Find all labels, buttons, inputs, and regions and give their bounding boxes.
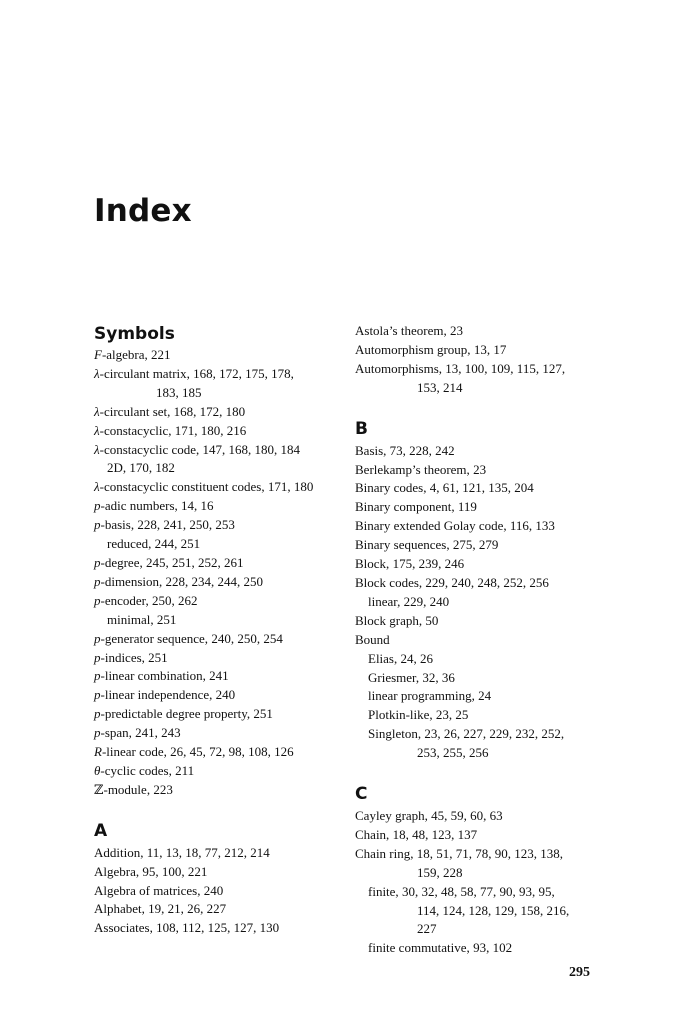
index-entry: Block graph, 50 [355,612,439,628]
index-entry: λ-circulant matrix, 168, 172, 175, 178, 183, 185 [94,365,294,400]
chapter-title: Index [94,193,192,229]
index-column-left [94,322,344,938]
section-heading-c: C [355,784,368,805]
index-entry: Astola’s theorem, 23 [355,323,463,338]
index-entry: θ-cyclic codes, 211 [94,762,195,778]
index-entry: Alphabet, 19, 21, 26, 227 [94,901,227,917]
index-column-right [355,322,605,958]
index-entry: Berlekamp’s theorem, 23 [355,461,487,477]
index-entry: p-dimension, 228, 234, 244, 250 [94,573,263,589]
index-entry: Automorphisms, 13, 100, 109, 115, 127, 153, 214 [355,360,566,395]
index-entry: λ-constacyclic code, 147, 168, 180, 184 [94,441,301,457]
index-entry: R-linear code, 26, 45, 72, 98, 108, 126 [94,744,294,760]
index-entry: p-degree, 245, 251, 252, 261 [94,554,244,570]
index-entry: F-algebra, 221 [94,347,171,362]
index-subentry: finite, 30, 32, 48, 58, 77, 90, 93, 95, 114, 124, 128, 129, 158, 216, 227 [368,883,570,937]
page-number: 295 [569,965,590,980]
index-entry: p-basis, 228, 241, 250, 253 [94,517,235,533]
index-entry: Cayley graph, 45, 59, 60, 63 [355,808,503,824]
index-entry: Block, 175, 239, 246 [355,556,465,572]
index-entry: Algebra, 95, 100, 221 [94,863,208,879]
index-subentry: 2D, 170, 182 [107,460,175,476]
section-heading-a: A [94,820,108,841]
index-entry: p-encoder, 250, 262 [94,592,198,608]
index-subentry: Singleton, 23, 26, 227, 229, 232, 252, 253, 255, 256 [368,726,565,761]
index-entry: p-linear combination, 241 [94,668,229,684]
index-subentry: reduced, 244, 251 [107,536,201,552]
index-entry: p-linear independence, 240 [94,687,236,703]
index-entry: p-generator sequence, 240, 250, 254 [94,630,283,646]
index-entry: λ-constacyclic, 171, 180, 216 [94,422,247,438]
index-entry: p-indices, 251 [94,649,168,665]
index-subentry: linear, 229, 240 [368,593,450,609]
index-entry: Binary sequences, 275, 279 [355,537,499,553]
index-entry: ℤ-module, 223 [94,781,173,797]
index-subentry: minimal, 251 [107,611,177,627]
index-entry: Basis, 73, 228, 242 [355,442,455,458]
index-entry: λ-constacyclic constituent codes, 171, 180 [94,479,314,495]
index-entry: Bound [355,631,390,647]
index-entry: Chain ring, 18, 51, 71, 78, 90, 123, 138, 159, 228 [355,845,563,880]
index-entry: Automorphism group, 13, 17 [355,341,507,357]
index-entry: λ-circulant set, 168, 172, 180 [94,403,246,419]
index-entry: Associates, 108, 112, 125, 127, 130 [94,920,280,936]
index-entry: Algebra of matrices, 240 [94,882,224,898]
index-entry: Binary component, 119 [355,499,477,515]
index-entry: Block codes, 229, 240, 248, 252, 256 [355,574,549,590]
index-entry: Chain, 18, 48, 123, 137 [355,826,478,842]
section-heading-symbols: Symbols [94,324,175,344]
index-subentry: linear programming, 24 [368,688,492,704]
index-entry: Addition, 11, 13, 18, 77, 212, 214 [94,844,270,860]
index-entry: p-predictable degree property, 251 [94,706,273,722]
index-subentry: Elias, 24, 26 [368,650,433,666]
section-heading-b: B [355,418,368,439]
index-subentry: finite commutative, 93, 102 [368,940,513,956]
index-entry: p-span, 241, 243 [94,725,181,741]
index-entry: Binary codes, 4, 61, 121, 135, 204 [355,480,534,496]
index-subentry: Plotkin-like, 23, 25 [368,707,469,723]
index-subentry: Griesmer, 32, 36 [368,669,455,685]
index-entry: p-adic numbers, 14, 16 [94,498,214,514]
index-entry: Binary extended Golay code, 116, 133 [355,518,555,534]
